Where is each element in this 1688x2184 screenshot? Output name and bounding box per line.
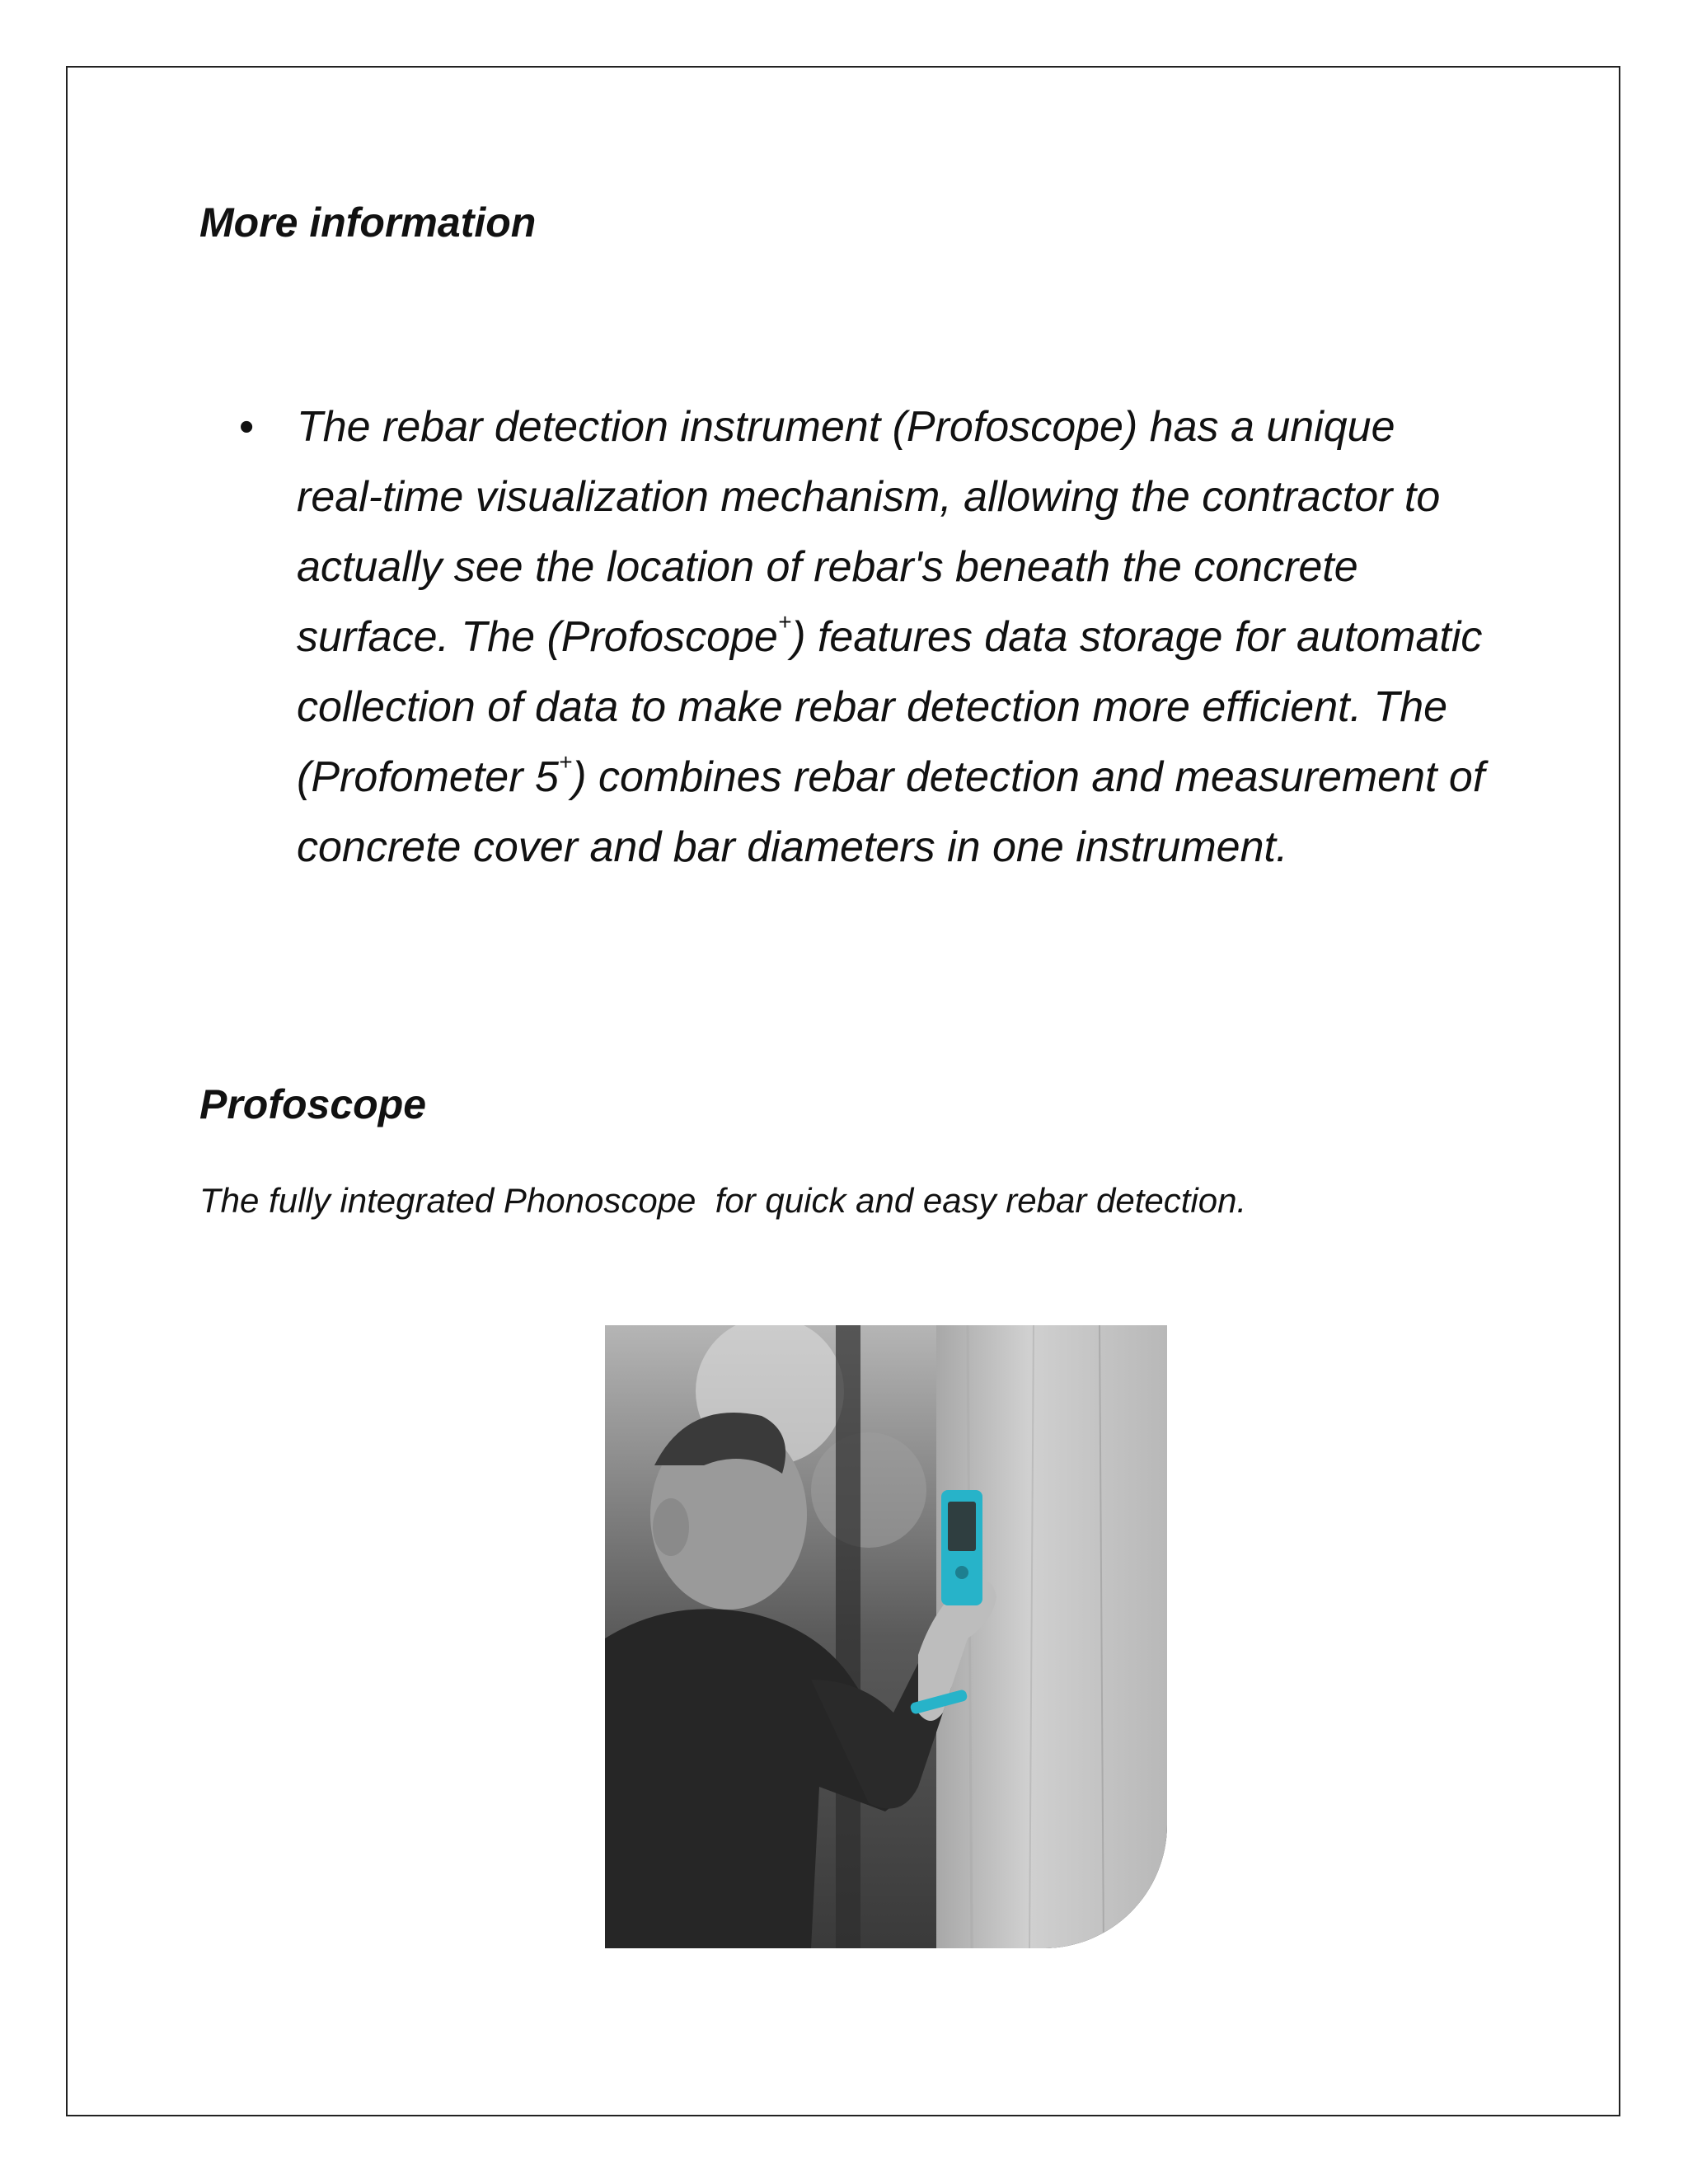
device-screen [948, 1502, 976, 1551]
tree-trunk [836, 1325, 860, 1948]
bullet-dot-icon: • [239, 403, 255, 451]
superscript-plus-1: + [777, 609, 792, 635]
profoscope-caption: The fully integrated Phonoscope for quick and easy rebar detection. [199, 1181, 1247, 1220]
profoscope-photo [605, 1325, 1167, 1948]
device-button [955, 1566, 968, 1579]
superscript-plus-2: + [558, 749, 573, 775]
foliage-highlight [811, 1432, 926, 1548]
more-information-heading: More information [199, 199, 537, 246]
bullet-paragraph [297, 392, 1492, 883]
bullet-text-part-3: ) combines rebar detection and measurement of concrete cover and bar diameters in one instrument. [297, 753, 1485, 871]
photo-illustration [605, 1325, 1167, 1948]
bullet-text-part-2: ) features data storage for automatic collection of data to make rebar detection more efficient. The (Profometer 5 [297, 613, 1483, 801]
bullet-text-part-1: The rebar detection instrument (Profoscope) has a unique real-time visualization mechanism, allowing the contractor to actually see the location of rebar's beneath the concrete surface. The (Profoscope [297, 403, 1441, 661]
person-ear [653, 1498, 689, 1556]
bullet-list-item [239, 392, 1492, 883]
profoscope-heading: Profoscope [199, 1081, 427, 1127]
